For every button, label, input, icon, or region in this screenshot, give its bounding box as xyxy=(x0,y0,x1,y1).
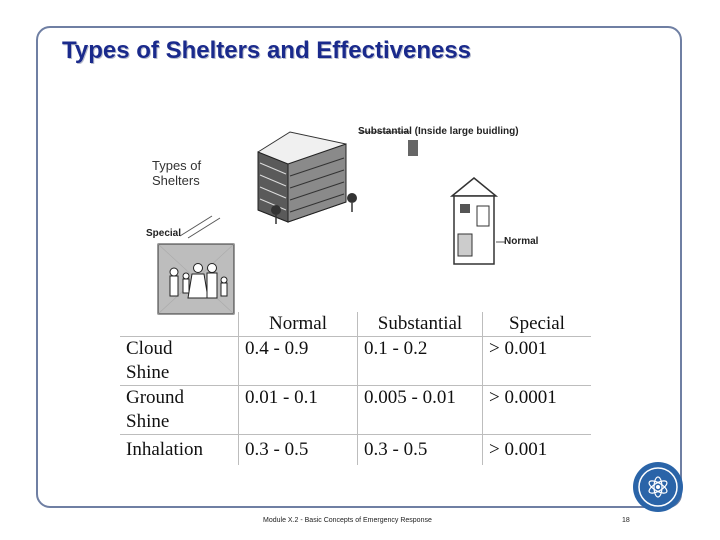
table-cell: > 0.001 xyxy=(483,435,592,466)
table-cell: 0.3 - 0.5 xyxy=(239,435,358,466)
table-header-cell xyxy=(120,312,239,337)
shelter-illustration xyxy=(140,118,560,318)
table-cell: > 0.0001 xyxy=(483,386,592,435)
row-label xyxy=(120,386,239,435)
table-row xyxy=(120,435,591,466)
table-row xyxy=(120,386,591,435)
row-label xyxy=(120,337,239,386)
normal-label: Normal xyxy=(504,236,539,247)
row-label-line: Shine xyxy=(126,362,170,383)
special-label: Special xyxy=(146,228,182,239)
page-number: 18 xyxy=(622,517,630,524)
table-cell: > 0.001 xyxy=(483,337,592,386)
effectiveness-table xyxy=(120,312,591,465)
table-row xyxy=(120,337,591,386)
row-label-line: Cloud xyxy=(126,338,173,359)
row-label xyxy=(120,435,239,466)
shelter-drawing xyxy=(140,118,560,318)
footer-text: Module X.2 - Basic Concepts of Emergency Response xyxy=(263,517,432,524)
types-of-shelters-label: Types of Shelters xyxy=(152,158,202,188)
row-label-line: Ground xyxy=(126,387,185,408)
organization-logo-icon xyxy=(632,461,684,513)
table-cell: 0.005 - 0.01 xyxy=(358,386,483,435)
table-cell: 0.4 - 0.9 xyxy=(239,337,358,386)
row-label-line: Shine xyxy=(126,411,170,432)
slide-title: Types of Shelters and Effectiveness xyxy=(62,37,472,64)
table-cell: 0.3 - 0.5 xyxy=(358,435,483,466)
table-cell: 0.01 - 0.1 xyxy=(239,386,358,435)
substantial-label: Substantial (Inside large buidling) xyxy=(358,126,519,137)
table-header-cell: Special xyxy=(483,312,592,337)
table-header-cell: Normal xyxy=(239,312,358,337)
house-icon xyxy=(452,178,506,264)
table-header-cell: Substantial xyxy=(358,312,483,337)
table-header-row xyxy=(120,312,591,337)
office-building-icon xyxy=(258,132,418,224)
row-label-line: Inhalation xyxy=(126,439,204,460)
table-cell: 0.1 - 0.2 xyxy=(358,337,483,386)
